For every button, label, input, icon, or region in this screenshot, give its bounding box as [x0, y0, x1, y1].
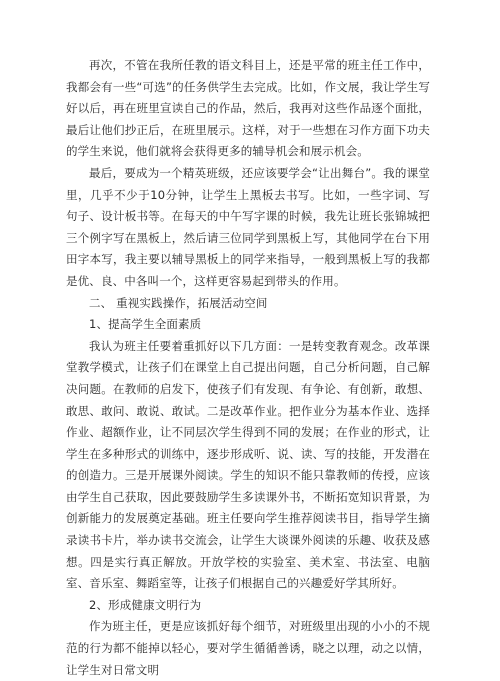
subsection-heading-behavior: 2、形成健康文明行为	[89, 597, 202, 612]
paragraph-behavior-details: 作为班主任，更是应该抓好每个细节，对班级里出现的小小的不规范的行为都不能掉以轻心，要对学生循循善诱，晓之以理，动之以情，让学生对日常文明	[66, 619, 430, 677]
paragraph-optional-tasks: 再次，不管在我所任教的语文科目上，还是平常的班主任工作中，我都会有一些“可选”的任务供学生去完成。比如，作文展，我让学生写好以后，再在班里宣读自己的作品，然后，我再对这些作品逐个面批，最后让他们抄正后，在班里展示。这样，对于一些想在习作方面下功夫的学生来说，他们就将会获得更多的辅导机会和展示机会。	[66, 58, 430, 159]
subsection-heading-quality: 1、提高学生全面素质	[89, 317, 202, 332]
paragraph-give-up-stage: 最后，要成为一个精英班级，还应该要学会“让出舞台”。我的课堂里，几乎不少于10分钟，让学生上黑板去书写。比如，一些字词、写句子、设计板书等。在每天的中午写字课的时候，我先让班长张锦城把三个例字写在黑板上，然后请三位同学到黑板上写，其他同学在台下用田字本写，我主要以辅导黑板上的同学来指导，一般到黑板上写的我都是优、良、中各叫一个，这样更容易起到带头的作用。	[66, 165, 430, 288]
paragraph-quality-aspects: 我认为班主任要着重抓好以下几方面：一是转变教育观念。改革课堂教学模式，让孩子们在课堂上自己提出问题，自己分析问题，自己解决问题。在教师的启发下，使孩子们有发现、有争论、有创新，敢想、敢思、敢问、敢说、敢试。二是改革作业。把作业分为基本作业、选择作业、超额作业，让不同层次学生得到不同的发展；在作业的形式，让学生在多种形式的训练中，逐步形成听、说、读、写的技能，开发潜在的创造力。三是开展课外阅读。学生的知识不能只靠教师的传授，应该由学生自己获取，因此要鼓励学生多读课外书，不断拓宽知识背景，为创新能力的发展奠定基础。班主任要向学生推荐阅读书目，指导学生摘录读书卡片，举办读书交流会，让学生大谈课外阅读的乐趣、收获及感想。四是实行真正解放。开放学校的实验室、美术室、书法室、电脑室、音乐室、舞蹈室等，让孩子们根据自己的兴趣爱好学其所好。	[66, 338, 430, 591]
section-heading-practice: 二、 重视实践操作，拓展活动空间	[89, 295, 268, 310]
